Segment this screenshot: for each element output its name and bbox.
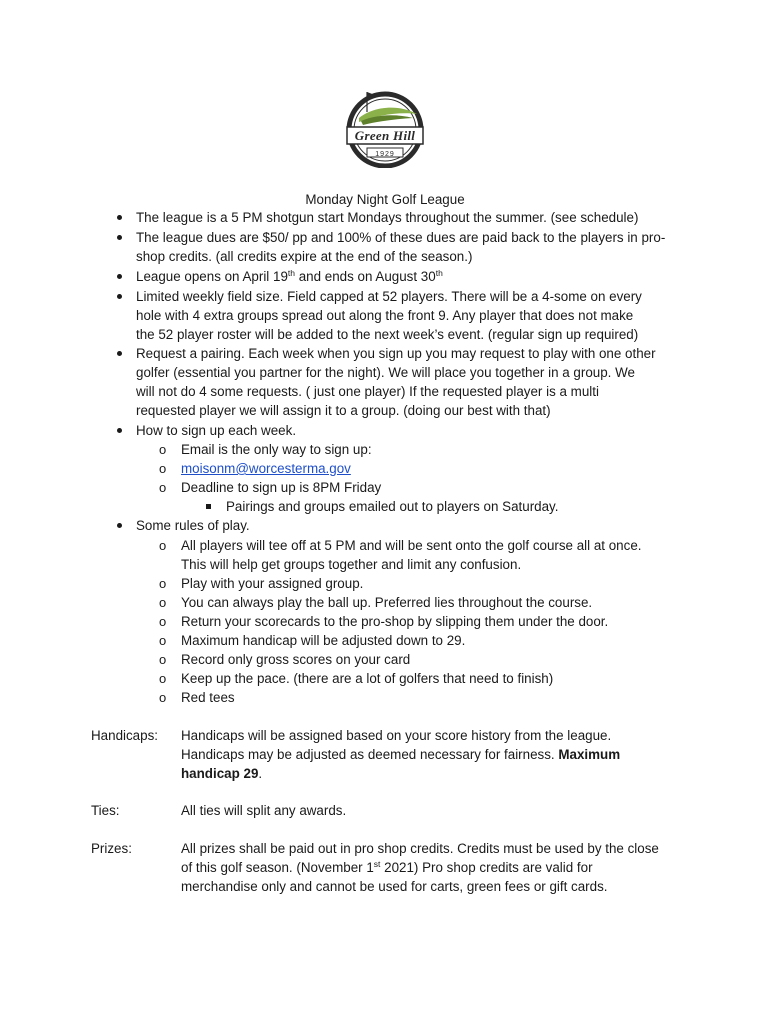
bullet-dues-line-1: The league dues are $50/ pp and 100% of these dues are paid back to the players in pro- bbox=[136, 230, 666, 245]
bullet-sign-up: How to sign up each week. bbox=[136, 423, 297, 438]
bullet-marker bbox=[117, 523, 122, 528]
rule-tee-off-line-2: This will help get groups together and limit any confusion. bbox=[181, 557, 522, 572]
handicaps-line-2: Handicaps may be adjusted as deemed necessary for fairness. Maximum bbox=[181, 747, 621, 762]
rule-ball-up: You can always play the ball up. Preferred lies throughout the course. bbox=[181, 595, 593, 610]
sub-bullet-marker: o bbox=[159, 690, 167, 705]
bullet-pairing-line-4: requested player we will assign it to a group. (doing our best with that) bbox=[136, 403, 551, 418]
prizes-line-2: of this golf season. (November 1st 2021) Pro shop credits are valid for bbox=[181, 859, 593, 875]
sub-bullet-marker: o bbox=[159, 614, 167, 629]
handicaps-line-1: Handicaps will be assigned based on your score history from the league. bbox=[181, 728, 612, 743]
ties-label: Ties: bbox=[91, 803, 120, 818]
rule-scorecards: Return your scorecards to the pro-shop by slipping them under the door. bbox=[181, 614, 609, 629]
bullet-marker bbox=[117, 235, 122, 240]
rule-red-tees: Red tees bbox=[181, 690, 235, 705]
rule-pace: Keep up the pace. (there are a lot of golfers that need to finish) bbox=[181, 671, 554, 686]
bullet-marker bbox=[117, 351, 122, 356]
bullet-marker bbox=[117, 428, 122, 433]
rule-assigned-group: Play with your assigned group. bbox=[181, 576, 364, 591]
green-hill-logo bbox=[339, 88, 431, 168]
square-bullet-marker bbox=[206, 504, 211, 509]
rule-tee-off-line-1: All players will tee off at 5 PM and will be sent onto the golf course all at once. bbox=[181, 538, 642, 553]
logo-name: Green Hill bbox=[354, 128, 416, 143]
ties-text: All ties will split any awards. bbox=[181, 803, 347, 818]
logo-year: 1929 bbox=[375, 151, 395, 158]
prizes-line-1: All prizes shall be paid out in pro shop credits. Credits must be used by the close bbox=[181, 841, 659, 856]
document-title: Monday Night Golf League bbox=[305, 192, 465, 207]
sub-bullet-marker: o bbox=[159, 595, 167, 610]
bullet-league-start: The league is a 5 PM shotgun start Mondays throughout the summer. (see schedule) bbox=[136, 210, 639, 225]
bullet-field-size-line-3: the 52 player roster will be added to the next week’s event. (regular sign up required) bbox=[136, 327, 639, 342]
bullet-pairing-line-3: will not do 4 some requests. ( just one player) If the requested player is a multi bbox=[136, 384, 599, 399]
prizes-line-3: merchandise only and cannot be used for carts, green fees or gift cards. bbox=[181, 879, 608, 894]
bullet-pairing-line-2: golfer (essential you partner for the night). We will place you together in a group. We bbox=[136, 365, 635, 380]
rule-max-handicap: Maximum handicap will be adjusted down to 29. bbox=[181, 633, 466, 648]
sub-bullet-marker: o bbox=[159, 576, 167, 591]
sub-bullet-marker: o bbox=[159, 633, 167, 648]
sub-bullet-marker: o bbox=[159, 480, 167, 495]
sub-sub-item-pairings: Pairings and groups emailed out to players on Saturday. bbox=[226, 499, 559, 514]
bullet-pairing-line-1: Request a pairing. Each week when you sign up you may request to play with one other bbox=[136, 346, 656, 361]
bullet-field-size-line-2: hole with 4 extra groups spread out along the front 9. Any player that does not make bbox=[136, 308, 634, 323]
rule-gross-scores: Record only gross scores on your card bbox=[181, 652, 411, 667]
bullet-rules-of-play: Some rules of play. bbox=[136, 518, 250, 533]
bullet-dues-line-2: shop credits. (all credits expire at the end of the season.) bbox=[136, 249, 473, 264]
handicaps-label: Handicaps: bbox=[91, 728, 158, 743]
bullet-season-dates: League opens on April 19th and ends on August 30th bbox=[136, 268, 443, 284]
bullet-field-size-line-1: Limited weekly field size. Field capped at 52 players. There will be a 4-some on every bbox=[136, 289, 642, 304]
bullet-marker bbox=[117, 274, 122, 279]
bullet-marker bbox=[117, 215, 122, 220]
sub-bullet-marker: o bbox=[159, 461, 167, 476]
sub-bullet-marker: o bbox=[159, 671, 167, 686]
sub-bullet-marker: o bbox=[159, 442, 167, 457]
handicaps-line-3: handicap 29. bbox=[181, 766, 263, 781]
sub-item-deadline: Deadline to sign up is 8PM Friday bbox=[181, 480, 382, 495]
sub-bullet-marker: o bbox=[159, 652, 167, 667]
email-link[interactable]: moisonm@worcesterma.gov bbox=[181, 461, 351, 476]
sub-item-email-only: Email is the only way to sign up: bbox=[181, 442, 372, 457]
sub-bullet-marker: o bbox=[159, 538, 167, 553]
prizes-label: Prizes: bbox=[91, 841, 132, 856]
bullet-marker bbox=[117, 294, 122, 299]
